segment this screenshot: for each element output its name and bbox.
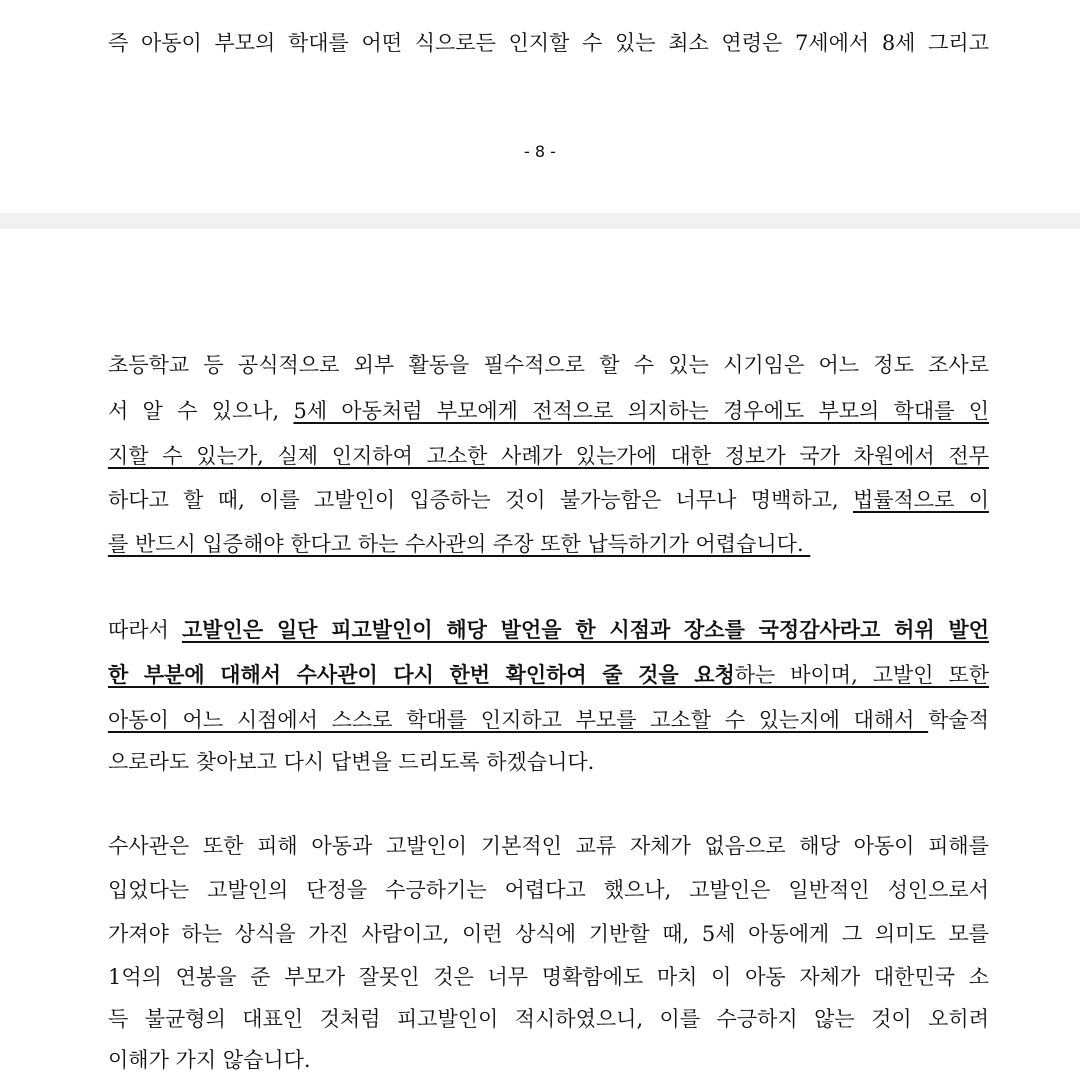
underlined-text: 아동이 어느 시점에서 스스로 학대를 인지하고 부모를 고소할 수 있는지에 대해서 (108, 708, 929, 732)
bold-underlined-text: 한 부분에 대해서 수사관이 다시 한번 확인하여 줄 것을 요청 (108, 662, 735, 687)
text-line (108, 957, 989, 997)
text-line (108, 999, 989, 1039)
document-page-top (0, 0, 1080, 213)
text-segment: 학술적 (928, 708, 989, 732)
text-segment: 초등학교 등 공식적으로 외부 활동을 필수적으로 할 수 있는 시기임은 어느 정도 조사로 (108, 353, 989, 377)
text-line (108, 391, 989, 431)
underlined-text: 5세 아동처럼 부모에게 전적으로 의지하는 경우에도 부모의 학대를 인 (293, 399, 989, 423)
page-separator (0, 213, 1080, 229)
text-segment: 수사관은 또한 피해 아동과 고발인이 기본적인 교류 자체가 없음으로 해당 아동이 피해를 (108, 834, 989, 858)
underlined-text: 하는 바이며, 고발인 또한 (734, 663, 989, 687)
text-line (108, 655, 989, 695)
underlined-text: 지할 수 있는가, 실제 인지하여 고소한 사례가 있는가에 대한 정보가 국가 차원에서 전무 (108, 444, 989, 468)
text-line (108, 826, 989, 866)
text-line (108, 742, 989, 782)
text-segment: 즉 아동이 부모의 학대를 어떤 식으로든 인지할 수 있는 최소 연령은 7세에서 8세 그리고 (108, 31, 989, 55)
text-segment: 1억의 연봉을 준 부모가 잘못인 것은 너무 명확함에도 마치 이 아동 자체가 대한민국 소 (108, 965, 989, 989)
text-line (108, 914, 989, 954)
text-segment: 득 불균형의 대표인 것처럼 피고발인이 적시하였으니, 이를 수긍하지 않는 것이 오히려 (108, 1007, 989, 1031)
text-segment: 서 알 수 있으나, (108, 399, 294, 423)
text-segment: 입었다는 고발인의 단정을 수긍하기는 어렵다고 했으나, 고발인은 일반적인 성인으로서 (108, 878, 989, 902)
text-line (108, 610, 989, 650)
underlined-text: 를 반드시 입증해야 한다고 하는 수사관의 주장 또한 납득하기가 어렵습니다. (108, 532, 811, 556)
underlined-text: 법률적으로 이 (852, 488, 989, 512)
text-segment: 가져야 하는 상식을 가진 사람이고, 이런 상식에 기반할 때, 5세 아동에게 그 의미도 모를 (108, 922, 989, 946)
text-segment: 으로라도 찾아보고 다시 답변을 드리도록 하겠습니다. (108, 750, 595, 774)
text-line (108, 524, 989, 564)
text-line (108, 700, 989, 740)
text-segment: 하다고 할 때, 이를 고발인이 입증하는 것이 불가능함은 너무나 명백하고, (108, 488, 853, 512)
text-line (108, 870, 989, 910)
text-line (108, 480, 989, 520)
bold-underlined-text: 고발인은 일단 피고발인이 해당 발언을 한 시점과 장소를 국정감사라고 허위 발언 (181, 617, 989, 642)
text-line (108, 436, 989, 476)
page-number: - 8 - (524, 142, 556, 161)
text-line (108, 1040, 989, 1080)
text-line (108, 23, 989, 63)
text-line (108, 345, 989, 385)
text-segment: 따라서 (108, 618, 182, 642)
text-segment: 이해가 가지 않습니다. (108, 1048, 311, 1072)
